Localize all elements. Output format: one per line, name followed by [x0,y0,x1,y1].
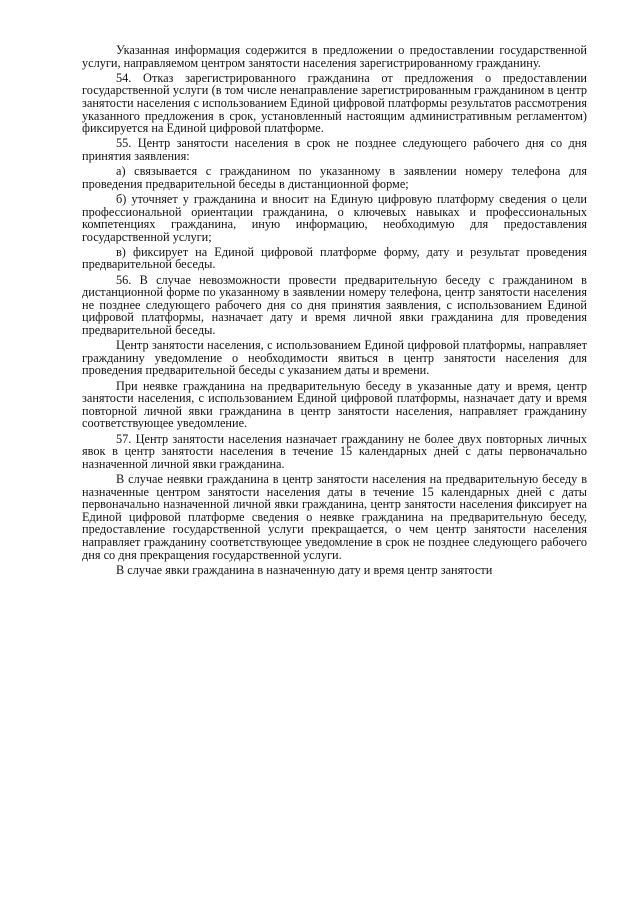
paragraph-55-a: а) связывается с гражданином по указанному в заявлении номеру телефона для проведения предварительной беседы в дистанционной форме; [82,164,587,191]
paragraph-55-b: б) уточняет у гражданина и вносит на Единую цифровую платформу сведения о цели профессиональной ориентации гражданина, о ключевых навыках и профессиональных компетенциях гражданина, иную информацию, необходимую для предоставления государственной услуги; [82,191,587,244]
paragraph-55-v: в) фиксирует на Единой цифровой платформе форму, дату и результат проведения предварительной беседы. [82,244,587,272]
paragraph-56: 56. В случае невозможности провести предварительную беседу с гражданином в дистанционной форме по указанному в заявлении номеру телефона, центр занятости населения не позднее следующего рабочего дня со дня принятия заявления, с использованием Единой цифровой платформы, назначает дату и время личной явки гражданина для проведения предварительной беседы. [82,272,587,338]
paragraph-56-notice: Центр занятости населения, с использованием Единой цифровой платформы, направляет гражданину уведомление о необходимости явиться в центр занятости населения для проведения предварительной беседы с указанием даты и времени. [82,338,587,378]
paragraph-54: 54. Отказ зарегистрированного гражданина от предложения о предоставлении государственной услуги (в том числе ненаправление зарегистрированным гражданином в центр занятости населения с использованием Единой цифровой платформы результатов рассмотрения указанного предложения в срок, установленный настоящим административным регламентом) фиксируется на Единой цифровой платформе. [82,70,587,136]
paragraph-57: 57. Центр занятости населения назначает гражданину не более двух повторных личных явок в центр занятости населения в течение 15 календарных дней с даты первоначально назначенной личной явки гражданина. [82,431,587,471]
document-page [82,44,587,579]
paragraph-info: Указанная информация содержится в предложении о предоставлении государственной услуги, направляемом центром занятости населения зарегистрированному гражданину. [82,43,587,70]
paragraph-57-show: В случае явки гражданина в назначенную дату и время центр занятости [116,562,493,577]
paragraph-56-no-show: При неявке гражданина на предварительную беседу в указанные дату и время, центр занятости населения, с использованием Единой цифровой платформы, назначает дату и время повторной личной явки гражданина в центр занятости населения, направляет гражданину соответствующее уведомление. [82,378,587,431]
paragraph-55: 55. Центр занятости населения в срок не позднее следующего рабочего дня со дня принятия заявления: [82,136,587,163]
paragraph-57-no-show: В случае неявки гражданина в центр занятости населения на предварительную беседу в назначенные центром занятости населения даты в течение 15 календарных дней с даты первоначально назначенной личной явки гражданина, центр занятости населения фиксирует на Единой цифровой платформе сведения о неявке гражданина на предварительную беседу, предоставление государственной услуги прекращается, о чем центр занятости населения направляет гражданину соответствующее уведомление в срок не позднее следующего рабочего дня со дня прекращения государственной услуги. [82,471,587,562]
